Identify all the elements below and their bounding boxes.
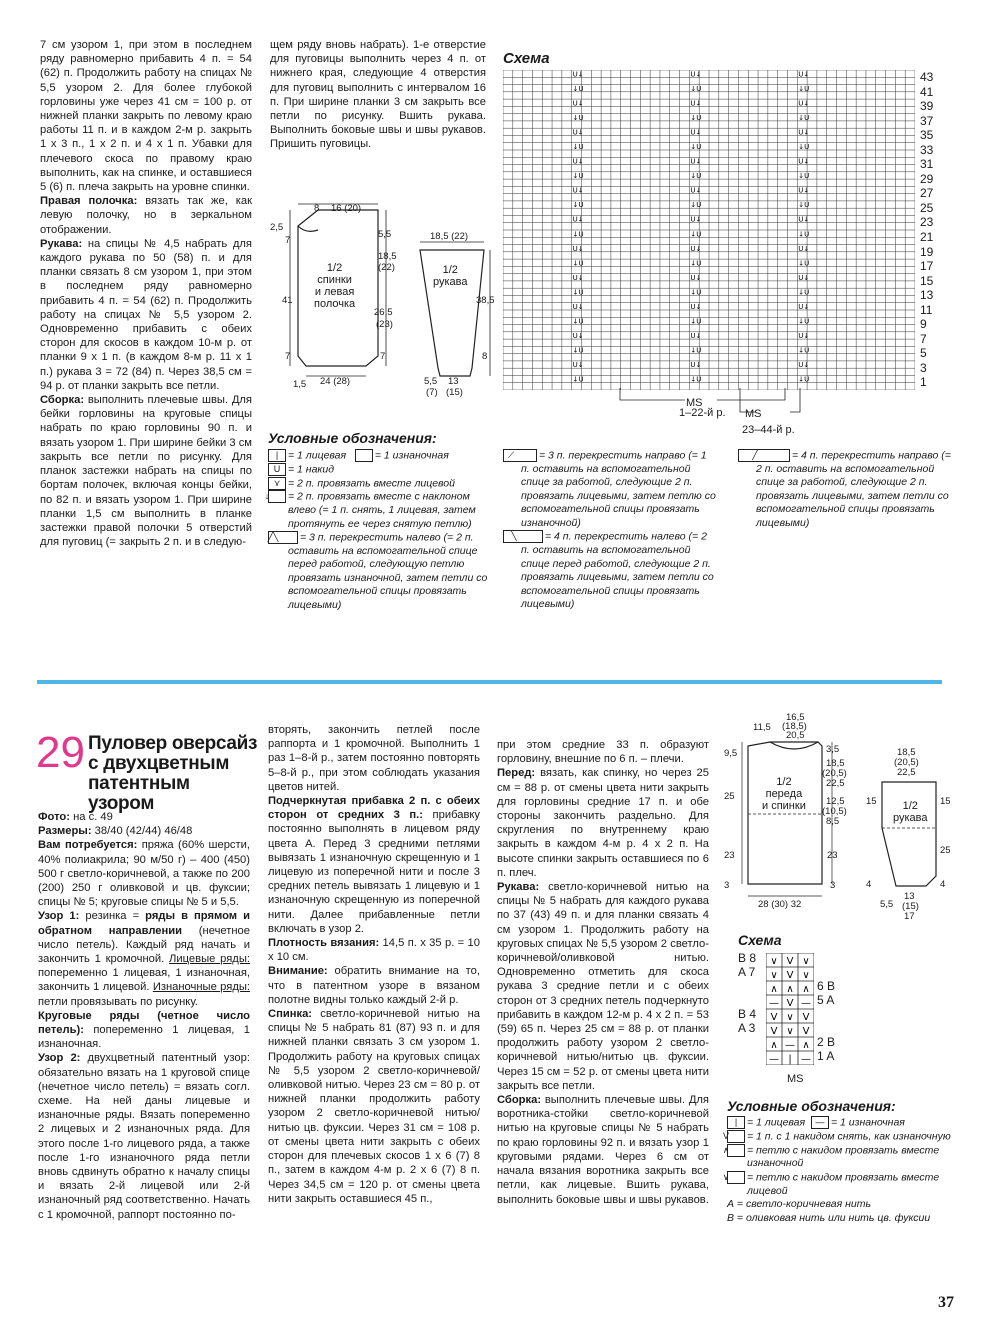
svg-text:U↓: U↓ xyxy=(690,244,702,253)
svg-text:↓U: ↓U xyxy=(572,346,584,355)
bottom-text-column-1: Фото: на с. 49 Размеры: 38/40 (42/44) 46/48 Вам потребуется: пряжа (60% шерсти, 40% полиакрила; 90 м/50 г) – 400 (450) 500 г светло-коричневой, а также по 200 (200) 250 г оливковой и цв. фуксии; спицы № 5; круговые спицы № 5 и 5,5. Узор 1: резинка = ряды в прямом и обратном направлении (нечетное число петель). Каждый ряд начать и закончить 1 кромочной. Лицевые ряды: попеременно 1 лицевая, 1 изнаночная, закончить 1 лицевой. Изнаночные ряды: петли провязывать по рисунку. Круговые ряды (четное число петель): попеременно 1 лицевая, 1 изнаночная. Узор 2: двухцветный патентный узор: обязательно вязать на 1 круговой спице (нечетное число петель) = вязать согл. схеме. На ней даны лицевые и изнаночные ряды. Вязать попеременно 2 лицевых и 2 изнаночных ряда. Для этого после 1-го лицевого ряда, а также после 1-го изнаночного ряда петли вновь сдвинуть обратно к началу спицы и вязать 2-й лицевой или 2-й изнаночный ряд соответственно. Начать с 1 кромочной, раппорт постоянно по- xyxy=(38,811,251,1221)
svg-text:—: — xyxy=(801,998,811,1009)
row-number: 9 xyxy=(920,317,927,332)
row-number: 25 xyxy=(920,200,934,215)
svg-text:U↓: U↓ xyxy=(572,361,584,370)
svg-text:↓U: ↓U xyxy=(572,375,584,384)
svg-text:V: V xyxy=(786,970,794,981)
d1-label-23: (23) xyxy=(376,319,393,330)
svg-text:↓U: ↓U xyxy=(690,375,702,384)
row-number: 37 xyxy=(920,113,934,128)
d4-label-15-right: 15 xyxy=(940,796,951,807)
buttonhole-text: щем ряду вновь набрать). 1-е отверстие для пуговицы выполнить через 4 п. от нижнего края, следующие 4 отверстия для пуговиц выполнить с интервалом 16 п. При ширине планки 3 см закрыть все петли по рисунку. Вшить рукава. Выполнить боковые швы и швы рукавов. Пришить пуговицы. xyxy=(270,39,486,151)
svg-text:↓U: ↓U xyxy=(572,317,584,326)
bottom-legend-title: Условные обозначения: xyxy=(727,1098,896,1114)
svg-text:∧: ∧ xyxy=(770,1040,778,1051)
svg-text:↓U: ↓U xyxy=(798,259,810,268)
svg-text:V: V xyxy=(770,1026,778,1037)
svg-text:∧: ∧ xyxy=(802,1040,810,1051)
svg-text:↓U: ↓U xyxy=(798,230,810,239)
d3-label-16-5: 16,5 xyxy=(786,712,805,723)
bottom-row-4: B 4 xyxy=(738,1007,757,1021)
svg-text:V: V xyxy=(802,1026,810,1037)
svg-text:↓U: ↓U xyxy=(572,230,584,239)
d1-label-18-5: 18,5 xyxy=(378,251,397,262)
svg-text:↓U: ↓U xyxy=(690,230,702,239)
svg-text:U↓: U↓ xyxy=(690,157,702,166)
svg-text:↓U: ↓U xyxy=(798,317,810,326)
yarnover-icon: U xyxy=(268,463,286,476)
svg-text:U↓: U↓ xyxy=(690,128,702,137)
svg-text:U↓: U↓ xyxy=(572,70,584,79)
purl-stitch-icon xyxy=(355,449,373,462)
bottom-row-3: A 3 xyxy=(738,1021,756,1035)
svg-text:U↓: U↓ xyxy=(572,303,584,311)
svg-text:↓U: ↓U xyxy=(690,172,702,181)
svg-text:↓U: ↓U xyxy=(798,84,810,93)
svg-text:↓U: ↓U xyxy=(798,143,810,151)
sleeve-diagram-top xyxy=(414,228,496,398)
svg-text:U↓: U↓ xyxy=(572,215,584,224)
svg-text:∧: ∧ xyxy=(770,984,778,995)
svg-text:U↓: U↓ xyxy=(690,215,702,224)
d1-label-16: 16 (20) xyxy=(331,203,362,214)
d3-label-18-5b: 18,5 xyxy=(826,758,845,769)
k2tog-icon: ⋎ xyxy=(268,477,286,490)
d3-label-18-5: (18,5) xyxy=(782,721,807,732)
svg-text:U↓: U↓ xyxy=(572,157,584,166)
d2-label-5-5: 5,5 xyxy=(424,376,438,387)
svg-text:U↓: U↓ xyxy=(798,128,810,137)
d1-label-26-5: 26,5 xyxy=(374,307,393,318)
row-number: 17 xyxy=(920,259,934,274)
bottom-row-1: 1 A xyxy=(817,1049,835,1063)
d4-label-18-5: 18,5 xyxy=(897,747,916,758)
svg-text:∨: ∨ xyxy=(770,970,778,981)
svg-text:U↓: U↓ xyxy=(798,303,810,311)
svg-text:↓U: ↓U xyxy=(690,259,702,268)
svg-text:∧: ∧ xyxy=(802,984,810,995)
d3-label-3-5: 3,5 xyxy=(826,744,840,755)
row-number: 21 xyxy=(920,230,934,244)
svg-text:↓U: ↓U xyxy=(690,346,702,355)
svg-text:U↓: U↓ xyxy=(690,361,702,370)
svg-text:↓U: ↓U xyxy=(690,317,702,326)
svg-text:—: — xyxy=(785,1040,795,1051)
svg-text:—: — xyxy=(801,1054,811,1065)
row-number: 27 xyxy=(920,186,934,201)
svg-text:U↓: U↓ xyxy=(798,70,810,79)
d4-label-4-left: 4 xyxy=(866,879,872,890)
d1-label-8: 8 xyxy=(314,203,320,214)
d1-center-label: 1/2 спинки и левая полочка xyxy=(314,262,356,310)
d3-label-20-5b: (20,5) xyxy=(822,768,847,779)
svg-text:↓U: ↓U xyxy=(690,84,702,93)
svg-text:↓U: ↓U xyxy=(798,201,810,210)
cross-4-left-icon: ╲ xyxy=(503,530,543,543)
svg-text:∨: ∨ xyxy=(786,1026,794,1037)
svg-text:↓U: ↓U xyxy=(572,172,584,181)
purl-together-icon: ∧ xyxy=(727,1144,745,1157)
svg-text:U↓: U↓ xyxy=(798,332,810,341)
legend-knit: | = 1 лицевая = 1 изнаночная xyxy=(268,449,493,463)
sleeve-diagram-bottom xyxy=(878,757,948,910)
d4-center-label: 1/2 рукава xyxy=(893,800,928,824)
bottom-legend: | = 1 лицевая — = 1 изнаночная V = 1 п. с 1 накидом снять, как изнаночную ∧ = петлю с накидом провязать вместе изнаночной ∨ = петлю с накидом провязать вместе лицевой А = светло-коричневая нить В = оливковая нить или нить цв. фуксии xyxy=(727,1116,957,1225)
svg-text:↓U: ↓U xyxy=(572,113,584,122)
d4-label-15-left: 15 xyxy=(866,796,877,807)
d3-label-20-5: 20,5 xyxy=(786,730,805,741)
d1-label-7-right: 7 xyxy=(380,351,386,362)
d2-label-38-5: 38,5 xyxy=(476,295,495,306)
right-front-label: Правая полочка: xyxy=(40,195,138,208)
svg-text:∨: ∨ xyxy=(770,956,778,967)
svg-text:V: V xyxy=(786,998,794,1009)
d1-label-22: (22) xyxy=(378,262,395,273)
d1-label-1-5: 1,5 xyxy=(293,379,307,390)
top-stitch-chart xyxy=(503,70,915,390)
row-number: 39 xyxy=(920,99,934,114)
bottom-row-7: A 7 xyxy=(738,965,756,979)
d4-label-25: 25 xyxy=(940,845,951,856)
d3-label-8-5: 8,5 xyxy=(826,816,840,827)
d3-label-25: 25 xyxy=(724,791,735,802)
svg-text:U↓: U↓ xyxy=(690,70,702,79)
svg-text:∨: ∨ xyxy=(802,956,810,967)
svg-text:↓U: ↓U xyxy=(690,143,702,151)
svg-text:↓U: ↓U xyxy=(572,288,584,297)
cross-3-left-icon: ╱╲ xyxy=(268,531,298,544)
row-number: 33 xyxy=(920,142,934,157)
svg-text:↓U: ↓U xyxy=(572,143,584,151)
svg-text:U↓: U↓ xyxy=(798,273,810,282)
svg-text:↓U: ↓U xyxy=(572,259,584,268)
d3-label-10-5: (10,5) xyxy=(822,806,847,817)
svg-text:U↓: U↓ xyxy=(572,244,584,253)
d3-label-12-5: 12,5 xyxy=(826,796,845,807)
top-schema-title: Схема xyxy=(503,50,550,67)
sleeves-label: Рукава: xyxy=(40,237,83,250)
bottom-schema-title: Схема xyxy=(738,932,782,948)
d1-label-24: 24 (28) xyxy=(320,376,351,387)
right-front-text: вязать так же, как левую полочку, но в зеркальном отображении. xyxy=(40,195,252,236)
svg-text:U↓: U↓ xyxy=(572,186,584,195)
d4-label-17: 17 xyxy=(904,911,915,922)
top-legend-col2 xyxy=(503,449,718,612)
svg-text:U↓: U↓ xyxy=(572,99,584,108)
svg-text:U↓: U↓ xyxy=(690,99,702,108)
d4-label-22-5: 22,5 xyxy=(897,767,916,778)
knit-stitch-icon: | xyxy=(268,449,286,462)
legend-cross3-right: ⟋ = 3 п. перекрестить направо (= 1 п. оставить на вспомогательной спице за работой, следующие 2 п. провязать лицевыми, затем петлю со вспомогательной спицы провязать изнаночной) xyxy=(503,449,718,530)
cross-3-right-icon: ⟋ xyxy=(503,449,537,462)
d4-label-5-5: 5,5 xyxy=(880,899,894,910)
legend-yarnover: U = 1 накид xyxy=(268,463,493,477)
bottom-row-5: 5 A xyxy=(817,993,835,1007)
ms1-range: 1–22-й р. xyxy=(679,407,726,419)
row-number: 23 xyxy=(920,215,934,230)
d2-label-7: (7) xyxy=(426,387,438,398)
d1-label-7-top: 7 xyxy=(285,235,291,246)
legend-color-b: В = оливковая нить или нить цв. фуксии xyxy=(727,1211,931,1224)
bottom-row-6: 6 B xyxy=(817,979,836,993)
svg-text:↓U: ↓U xyxy=(798,113,810,122)
top-legend-col1 xyxy=(264,449,493,612)
slip-yarnover-icon: V xyxy=(727,1130,745,1143)
svg-text:U↓: U↓ xyxy=(690,273,702,282)
svg-text:V: V xyxy=(786,956,794,967)
svg-text:↓U: ↓U xyxy=(572,84,584,93)
svg-text:↓U: ↓U xyxy=(572,201,584,210)
d1-label-2-5: 2,5 xyxy=(270,222,284,233)
svg-text:U↓: U↓ xyxy=(572,332,584,341)
svg-text:∨: ∨ xyxy=(786,1012,794,1023)
svg-text:↓U: ↓U xyxy=(798,346,810,355)
svg-text:U↓: U↓ xyxy=(690,186,702,195)
svg-text:↓U: ↓U xyxy=(690,201,702,210)
svg-text:↓U: ↓U xyxy=(690,288,702,297)
legend-cross4-left: ╲ = 4 п. перекрестить налево (= 2 п. оставить на вспомогательной спице перед работой, следующие 2 п. провязать лицевыми, затем петли со вспомогательной спицы провязать лицевыми) xyxy=(503,530,718,611)
d3-label-width: 28 (30) 32 xyxy=(758,899,802,910)
row-number: 31 xyxy=(920,157,934,172)
svg-text:V: V xyxy=(802,1012,810,1023)
d3-label-23-left: 23 xyxy=(724,850,735,861)
svg-text:↓U: ↓U xyxy=(798,172,810,181)
ms2-label: MS xyxy=(745,408,762,420)
purl-icon: — xyxy=(811,1116,829,1129)
d3-label-23-right: 23 xyxy=(827,850,838,861)
row-number: 19 xyxy=(920,244,934,259)
assembly-text: выполнить плечевые швы. Для бейки горловины на круговые спицы набрать по краю горловины 90 п. и вязать узором 1. При ширине бейки 3 см закрыть все петли по рисунку. Для планок застежки набрать на спицы по бортам полочек, включая концы бейки, по 82 п. и вязать узором 1. При ширине планки 1,5 см выполнить в планке застежки правой полочки 5 отверстий для пуговиц (= закрыть 2 п. и в следую- xyxy=(40,394,252,549)
ms-brackets xyxy=(615,388,805,418)
knit-icon: | xyxy=(727,1116,745,1129)
svg-text:—: — xyxy=(769,1054,779,1065)
d3-center-label: 1/2 переда и спинки xyxy=(762,776,806,812)
sleeves-text: на спицы № 4,5 набрать для каждого рукава по 50 (58) п. и для планки связать 8 см узором 1, при этом в последнем ряду равномерно прибавить 4 п. = 54 (62) п. Продолжить работу на спицах № 5,5 узором 2. Одновременно прибавить с обеих сторон для скосов в каждом 10-м р. от планки 9 х 1 п. (в каждом 8-м р. 11 х 1 п.) рукава 3 = 72 (84) п. Через 38,5 см = 94 р. от планки закрыть все петли. xyxy=(40,237,252,392)
svg-text:U↓: U↓ xyxy=(798,157,810,166)
row-number: 13 xyxy=(920,288,934,303)
d3-label-11-5: 11,5 xyxy=(753,722,771,733)
legend-color-a: А = светло-коричневая нить xyxy=(727,1198,871,1211)
row-number: 1 xyxy=(920,375,927,390)
top-legend-title: Условные обозначения: xyxy=(268,430,437,446)
row-number: 7 xyxy=(920,331,927,346)
section-divider xyxy=(37,680,942,684)
row-number: 3 xyxy=(920,360,927,375)
d3-label-3-right: 3 xyxy=(830,880,836,891)
bottom-row-2: 2 B xyxy=(817,1035,836,1049)
row-number: 5 xyxy=(920,346,927,361)
row-number: 43 xyxy=(920,70,934,84)
d1-label-7-left: 7 xyxy=(285,351,291,362)
d4-label-20-5: (20,5) xyxy=(894,757,919,768)
legend-k2tog: ⋎ = 2 п. провязать вместе лицевой xyxy=(268,477,493,491)
d2-label-8: 8 xyxy=(482,351,488,362)
svg-text:↓U: ↓U xyxy=(690,113,702,122)
bottom-text-column-3: при этом средние 33 п. образуют горловину, внешние по 6 п. – плечи. Перед: вязать, как спинку, но через 25 см = 88 р. от смены цвета нити закрыть для горловины средние 17 п. и обе стороны закончить раздельно. Для скругления по внутреннему краю закрыть в каждом 4-м р. 4 х 2 п. На высоте спинки закрыть оставшиеся по 6 п. плеч. Рукава: светло-коричневой нитью на спицы № 5 набрать для каждого рукава по 37 (43) 49 п. и для планки связать 4 см узором 1. Продолжить работу на круговых спицах № 5,5 узором 2 светло-коричневой/оливковой нитью. Одновременно отметить для скоса рукава 3 средние петли и с обеих сторон от 3 средних петель подчеркнуто прибавить в каждом 12-м р. 4 х 2 п. = 53 (59) 65 п. Через 25 см = 88 р. от планки продолжить работу узором 2 светло-коричневой нитью/нитью цв. фуксии. Через 15 см = 52 р. от смены цвета нити закрыть все петли. Сборка: выполнить плечевые швы. Для воротника-стойки светло-коричневой нитью на круговые спицы № 5 набрать по краю горловины 92 п. и вязать узор 1 круговыми рядами. Через 6 см от начала вязания воротника закрыть все петли, как лицевые. Вшить рукава, выполнить боковые швы и швы рукавов. xyxy=(497,739,709,1206)
bottom-row-8: B 8 xyxy=(738,951,757,965)
d2-label-13: 13 xyxy=(448,376,459,387)
svg-text:U↓: U↓ xyxy=(798,244,810,253)
top-legend-col3 xyxy=(738,449,953,530)
svg-text:U↓: U↓ xyxy=(798,215,810,224)
bottom-stitch-chart xyxy=(766,953,814,1065)
svg-text:U↓: U↓ xyxy=(798,361,810,370)
assembly-label: Сборка: xyxy=(40,394,85,407)
top-text-column-1 xyxy=(40,38,252,549)
svg-text:|: | xyxy=(788,1054,792,1065)
top-text-column-2 xyxy=(270,38,486,152)
d4-label-4-right: 4 xyxy=(940,879,946,890)
cross-4-right-icon: ╱ xyxy=(738,449,790,462)
knit-together-icon: ∨ xyxy=(727,1171,745,1184)
legend-cross3-left: ╱╲ = 3 п. перекрестить налево (= 2 п. оставить на вспомогательной спице перед работой, следующую петлю провязать изнаночной, затем петли со вспомогательной спицы провязать лицевыми) xyxy=(267,531,488,611)
d1-label-5-5: 5,5 xyxy=(378,229,392,240)
d2-label-15: (15) xyxy=(446,387,463,398)
d3-label-9-5: 9,5 xyxy=(724,748,738,759)
svg-text:U↓: U↓ xyxy=(572,128,584,137)
ssk-icon: ↓ xyxy=(268,490,286,503)
row-number: 35 xyxy=(920,128,934,143)
legend-ssk: ↓ = 2 п. провязать вместе с наклоном влево (= 1 п. снять, 1 лицевая, затем протянуть ее через снятую петлю) xyxy=(264,490,476,530)
d4-label-13: 13 xyxy=(904,891,915,902)
ms1-label: MS xyxy=(686,397,703,409)
d2-label-18-5: 18,5 (22) xyxy=(430,231,469,242)
d2-center-label: 1/2 рукава xyxy=(433,264,468,288)
svg-text:—: — xyxy=(769,998,779,1009)
svg-text:V: V xyxy=(770,1012,778,1023)
svg-text:U↓: U↓ xyxy=(572,273,584,282)
row-number: 29 xyxy=(920,171,934,186)
pattern-title: Пуловер оверсайз с двухцветным патентным узором xyxy=(88,733,258,814)
d3-label-3-left: 3 xyxy=(724,880,730,891)
legend-cross4-right: ╱ = 4 п. перекрестить направо (= 2 п. оставить на вспомогательной спице за работой, следующие 2 п. провязать лицевыми, затем петли со вспомогательной спицы провязать лицевыми) xyxy=(738,449,953,530)
svg-text:∨: ∨ xyxy=(802,970,810,981)
svg-text:↓U: ↓U xyxy=(798,288,810,297)
d1-label-41: 41 xyxy=(282,295,293,306)
left-front-continuation: 7 см узором 1, при этом в последнем ряду равномерно прибавить 4 п. = 54 (62) п. Продолжить работу на спицах № 5,5 узором 2. Для более глубокой горловины уже через 41 см = 100 р. от нижней планки закрыть по левому краю работы 11 п. и в каждом 2-м р. закрыть 1 х 3 п., 1 х 2 п. и 4 х 1 п. Убавки для плечевого скоса по правому краю выполнить, как на спинке, и оставшиеся 5 (6) п. плеча закрыть на уровне спинки. xyxy=(40,39,252,194)
d4-label-15b: (15) xyxy=(902,901,919,912)
page-number: 37 xyxy=(938,1294,954,1311)
bottom-text-column-2: вторять, закончить петлей после раппорта и 1 кромочной. Выполнить 1 раз 1–8-й р., затем постоянно повторять 5–8-й р., при этом соблюдать указания цветов нитей. Подчеркнутая прибавка 2 п. с обеих сторон от средних 3 п.: прибавку постоянно выполнять в лицевом ряду цвета А. Перед 3 средними петлями вывязать 1 изнаночную скрещенную и 1 лицевую из поперечной нити и после 3 средних петель вывязать 1 лицевую и 1 изнаночную скрещенную из поперечной нити. Далее прибавленные петли включать в узор 2. Плотность вязания: 14,5 п. х 35 р. = 10 х 10 см. Внимание: обратить внимание на то, что в патентном узоре в вязаном полотне видны только каждый 2-й р. Спинка: светло-коричневой нитью на спицы № 5 набрать 81 (87) 93 п. и для нижней планки связать 3 см узором 1. Продолжить работу на круговых спицах № 5,5 узором 2 светло-коричневой/оливковой нитью. Через 23 см = 80 р. от нижней планки продолжить работу узором 2 светло-коричневой нитью/нитью цв. фуксии. Через 31 см = 108 р. от смены цвета нити закрыть с обеих сторон для плечевых скосов 1 х 6 (7) 8 п., затем в каждом 4-м р. 2 х 6 (7) 8 п. Через 34,5 см = 120 р. от смены цвета нити закрыть оставшиеся 45 п., xyxy=(268,724,481,1205)
top-row-numbers xyxy=(918,70,948,390)
svg-text:U↓: U↓ xyxy=(690,303,702,311)
ms2-range: 23–44-й р. xyxy=(742,424,795,436)
svg-text:U↓: U↓ xyxy=(690,332,702,341)
row-number: 11 xyxy=(920,302,933,317)
row-number: 41 xyxy=(920,84,934,99)
svg-text:U↓: U↓ xyxy=(798,99,810,108)
svg-text:U↓: U↓ xyxy=(798,186,810,195)
d3-label-22-5: 22,5 xyxy=(826,778,845,789)
pattern-number: 29 xyxy=(36,728,85,777)
svg-text:∧: ∧ xyxy=(786,984,794,995)
row-number: 15 xyxy=(920,273,934,288)
svg-text:↓U: ↓U xyxy=(798,375,810,384)
bottom-ms-label: MS xyxy=(787,1073,804,1085)
